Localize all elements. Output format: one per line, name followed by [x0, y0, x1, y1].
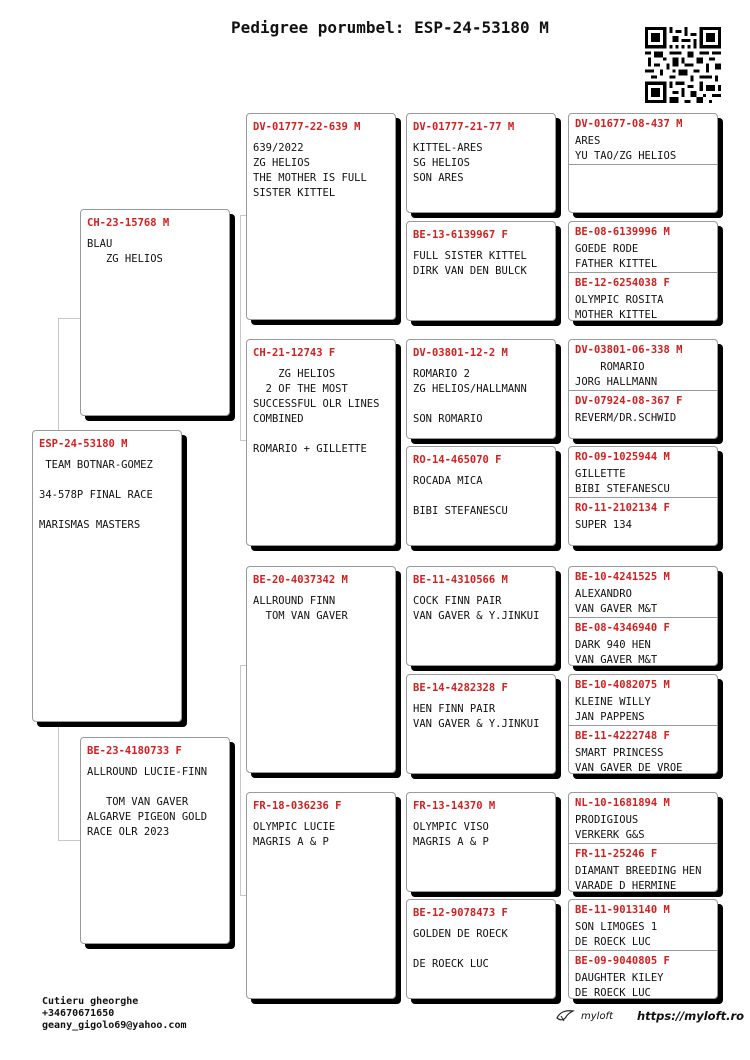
gen4-dam-slot: [569, 725, 717, 774]
info-line: ALLROUND LUCIE-FINN: [87, 766, 208, 778]
pigeon-logo-icon: [555, 1008, 575, 1024]
info-line: [413, 942, 549, 957]
ring-number: DV-03801-06-338 M: [575, 344, 683, 356]
info-line: SISTER KITTEL: [253, 187, 336, 199]
info-line: [413, 489, 549, 504]
info-line: VAN GAVER & Y.JINKUI: [413, 718, 540, 730]
info-line: MAGRIS A & P: [253, 836, 329, 848]
info-line: TEAM BOTNAR-GOMEZ: [39, 459, 153, 471]
gen4-sire-slot: [575, 225, 711, 272]
info-line: COMBINED: [253, 413, 304, 425]
info-line: VAN GAVER & Y.JINKUI: [413, 610, 540, 622]
info-line: ALEXANDRO: [575, 588, 632, 600]
info-line: ALLROUND FINN: [253, 595, 336, 607]
gen4-card: [568, 674, 718, 774]
gen4-dam-slot: [569, 272, 717, 321]
gen4-sire-slot: [575, 570, 711, 617]
ring-number: BE-23-4180733 F: [87, 745, 182, 757]
ring-number: DV-03801-12-2 M: [413, 347, 508, 359]
info-line: GOEDE RODE: [575, 243, 639, 255]
info-line: SON ARES: [413, 172, 464, 184]
gen4-card: [568, 899, 718, 999]
info-line: DE ROECK LUC: [575, 936, 651, 948]
owner-name: Cutieru gheorghe: [42, 996, 139, 1007]
info-line: SG HELIOS: [413, 157, 470, 169]
info-line: ZG HELIOS: [253, 157, 310, 169]
info-line: REVERM/DR.SCHWID: [575, 412, 677, 424]
info-line: OLYMPIC LUCIE: [253, 821, 336, 833]
info-line: SON LIMOGES 1: [575, 921, 658, 933]
info-line: SUCCESSFUL OLR LINES: [253, 398, 380, 410]
ring-number: DV-01777-22-639 M: [253, 121, 361, 133]
ring-number: BE-11-9013140 M: [575, 904, 670, 916]
info-line: [87, 780, 223, 795]
ring-number: RO-14-465070 F: [413, 454, 502, 466]
sire-card: [80, 209, 230, 416]
ring-number: BE-08-4346940 F: [575, 622, 670, 634]
great-grandparent-card: [406, 899, 556, 999]
info-line: 34-578P FINAL RACE: [39, 489, 153, 501]
info-line: ZG HELIOS: [253, 368, 336, 380]
ring-number: DV-01777-21-77 M: [413, 121, 515, 133]
ring-number: BE-12-6254038 F: [575, 277, 670, 289]
ring-number: RO-11-2102134 F: [575, 502, 670, 514]
info-line: ZG HELIOS/HALLMANN: [413, 383, 527, 395]
great-grandparent-card: [406, 674, 556, 774]
gen4-card: [568, 113, 718, 213]
info-line: DAUGHTER KILEY: [575, 972, 664, 984]
info-line: FULL SISTER KITTEL: [413, 250, 527, 262]
info-line: [39, 473, 175, 488]
great-grandparent-card: [406, 339, 556, 439]
great-grandparent-card: [406, 221, 556, 321]
ring-number: BE-08-6139996 M: [575, 226, 670, 238]
info-line: 2 OF THE MOST: [253, 383, 348, 395]
grandparent-card: [246, 792, 396, 999]
ring-number: BE-12-9078473 F: [413, 907, 508, 919]
gen4-dam-slot: [569, 390, 717, 426]
info-line: VARADE D HERMINE: [575, 880, 677, 892]
info-line: SUPER 134: [575, 519, 632, 531]
ring-number: BE-10-4082075 M: [575, 679, 670, 691]
gen4-dam-slot: [569, 497, 717, 533]
ring-number: BE-20-4037342 M: [253, 574, 348, 586]
info-line: ARES: [575, 135, 601, 147]
info-line: OLYMPIC ROSITA: [575, 294, 664, 306]
info-line: VERKERK G&S: [575, 829, 645, 841]
gen4-dam-slot: [569, 617, 717, 666]
info-line: KLEINE WILLY: [575, 696, 651, 708]
info-line: SON ROMARIO: [413, 413, 483, 425]
info-line: MOTHER KITTEL: [575, 309, 658, 321]
ring-number: ESP-24-53180 M: [39, 438, 128, 450]
info-line: YU TAO/ZG HELIOS: [575, 150, 677, 162]
grandparent-card: [246, 339, 396, 546]
ring-number: BE-14-4282328 F: [413, 682, 508, 694]
ring-number: NL-10-1681894 M: [575, 797, 670, 809]
info-line: MARISMAS MASTERS: [39, 519, 141, 531]
info-line: KITTEL-ARES: [413, 142, 483, 154]
info-line: [39, 503, 175, 518]
info-line: JORG HALLMANN: [575, 376, 658, 388]
ring-number: BE-13-6139967 F: [413, 229, 508, 241]
info-line: JAN PAPPENS: [575, 711, 645, 723]
ring-number: BE-09-9040805 F: [575, 955, 670, 967]
info-line: OLYMPIC VISO: [413, 821, 489, 833]
ring-number: BE-11-4310566 M: [413, 574, 508, 586]
ring-number: DV-01677-08-437 M: [575, 118, 683, 130]
info-line: [413, 397, 549, 412]
ring-number: FR-11-25246 F: [575, 848, 658, 860]
info-line: ROMARIO: [575, 361, 645, 373]
info-line: ALGARVE PIGEON GOLD: [87, 811, 208, 823]
grandparent-card: [246, 566, 396, 773]
info-line: TOM VAN GAVER: [87, 796, 189, 808]
info-line: SMART PRINCESS: [575, 747, 664, 759]
gen4-sire-slot: [575, 117, 711, 164]
info-line: GOLDEN DE ROECK: [413, 928, 508, 940]
info-line: DARK 940 HEN: [575, 639, 651, 651]
brand-logo-text: myloft: [581, 1010, 613, 1022]
page-title: Pedigree porumbel: ESP-24-53180 M: [231, 18, 549, 37]
info-line: RACE OLR 2023: [87, 826, 170, 838]
ring-number: RO-09-1025944 M: [575, 451, 670, 463]
owner-phone: +34670671650: [42, 1008, 115, 1019]
gen4-dam-slot: [569, 843, 717, 892]
gen4-sire-slot: [575, 903, 711, 950]
info-line: DE ROECK LUC: [575, 987, 651, 999]
info-line: BIBI STEFANESCU: [575, 483, 670, 495]
info-line: DIRK VAN DEN BULCK: [413, 265, 527, 277]
gen4-sire-slot: [575, 678, 711, 725]
info-line: THE MOTHER IS FULL: [253, 172, 367, 184]
info-line: FATHER KITTEL: [575, 258, 658, 270]
info-line: GILLETTE: [575, 468, 626, 480]
great-grandparent-card: [406, 792, 556, 892]
grandparent-card: [246, 113, 396, 320]
gen4-sire-slot: [575, 796, 711, 843]
info-line: BIBI STEFANESCU: [413, 505, 508, 517]
brand-url-link[interactable]: https://myloft.ro: [637, 1009, 745, 1023]
qr-code-icon: [645, 27, 721, 103]
subject-card: [32, 430, 182, 722]
ring-number: CH-23-15768 M: [87, 217, 170, 229]
gen4-card: [568, 446, 718, 546]
gen4-card: [568, 221, 718, 321]
info-line: ROCADA MICA: [413, 475, 483, 487]
info-line: ROMARIO + GILLETTE: [253, 443, 367, 455]
gen4-sire-slot: [575, 343, 711, 390]
ring-number: FR-13-14370 M: [413, 800, 496, 812]
gen4-card: [568, 792, 718, 892]
great-grandparent-card: [406, 566, 556, 666]
info-line: TOM VAN GAVER: [253, 610, 348, 622]
info-line: PRODIGIOUS: [575, 814, 639, 826]
info-line: VAN GAVER_DE VROE: [575, 762, 683, 774]
info-line: MAGRIS A & P: [413, 836, 489, 848]
info-line: ROMARIO 2: [413, 368, 470, 380]
info-line: DE ROECK LUC: [413, 958, 489, 970]
info-line: VAN GAVER M&T: [575, 654, 658, 666]
ring-number: FR-18-036236 F: [253, 800, 342, 812]
great-grandparent-card: [406, 113, 556, 213]
info-line: 639/2022: [253, 142, 304, 154]
gen4-sire-slot: [575, 450, 711, 497]
info-line: VAN GAVER M&T: [575, 603, 658, 615]
ring-number: CH-21-12743 F: [253, 347, 336, 359]
great-grandparent-card: [406, 446, 556, 546]
gen4-card: [568, 339, 718, 439]
ring-number: DV-07924-08-367 F: [575, 395, 683, 407]
info-line: COCK FINN PAIR: [413, 595, 502, 607]
owner-email: geany_gigolo69@yahoo.com: [42, 1020, 187, 1031]
info-line: BLAU: [87, 238, 113, 250]
ring-number: BE-10-4241525 M: [575, 571, 670, 583]
dam-card: [80, 737, 230, 944]
ring-number: BE-11-4222748 F: [575, 730, 670, 742]
info-line: [253, 427, 389, 442]
info-line: HEN FINN PAIR: [413, 703, 496, 715]
gen4-dam-slot: [569, 950, 717, 999]
gen4-card: [568, 566, 718, 666]
info-line: DIAMANT BREEDING HEN: [575, 865, 702, 877]
owner-contact: [42, 996, 187, 1032]
gen4-dam-slot-empty: [569, 164, 717, 213]
info-line: ZG HELIOS: [87, 253, 163, 265]
brand: [555, 1008, 744, 1024]
